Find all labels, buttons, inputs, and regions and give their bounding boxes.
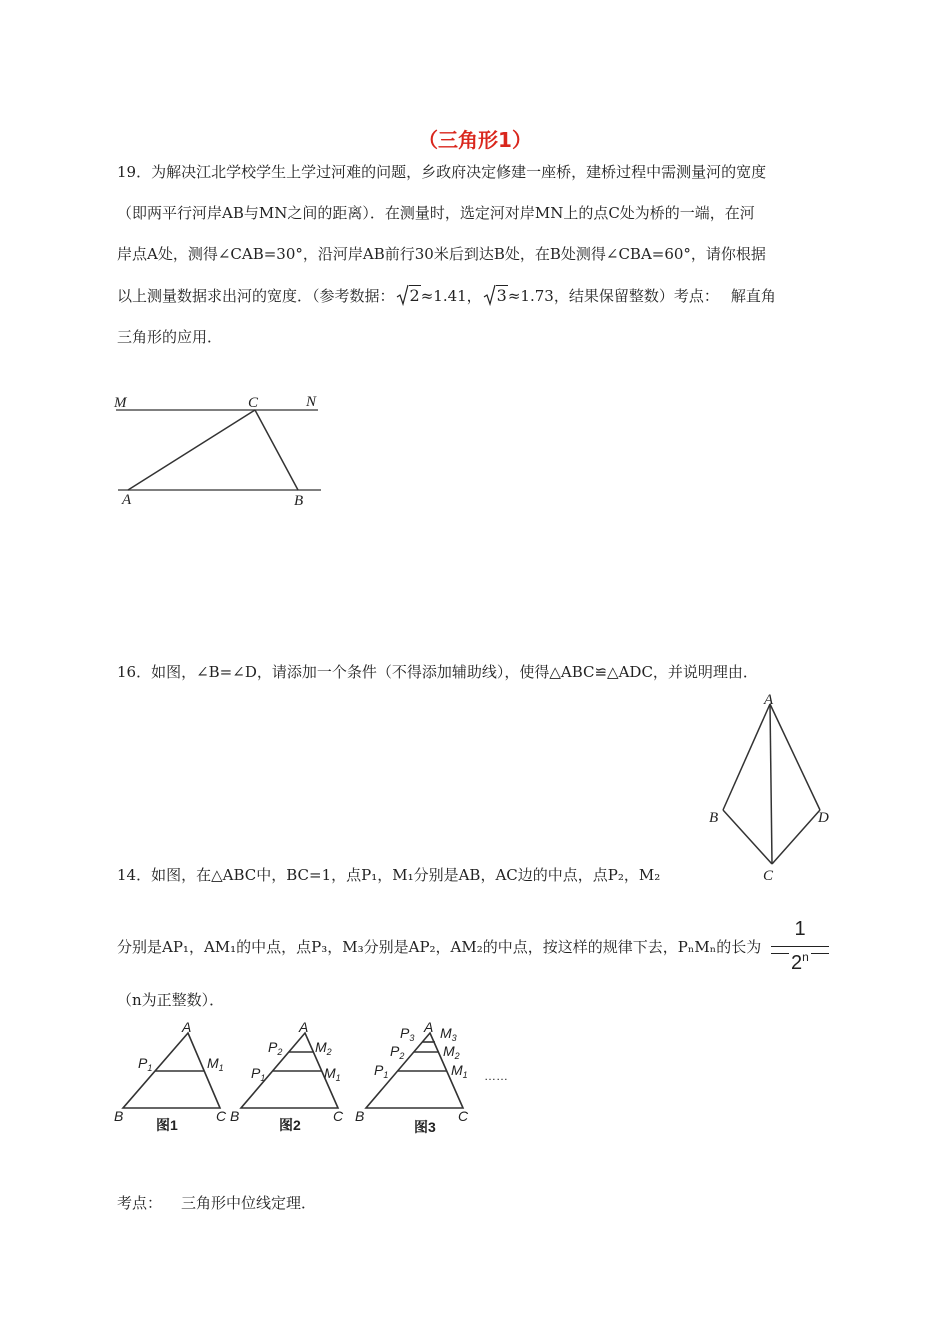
kaodian-label: 考点： [117, 1194, 163, 1212]
q19-kaodian-topic: 解直角 [730, 287, 776, 305]
kaodian-topic: 三角形中位线定理． [181, 1194, 317, 1212]
fig3-label-m3: $M_3$ [440, 1025, 457, 1043]
denominator-base: 2 [791, 952, 803, 974]
fig1-label-a: A [182, 1019, 192, 1035]
q19-line-2: （即两平行河岸AB与MN之间的距离）．在测量时，选定河对岸MN上的点C处为桥的一端，在河 [117, 204, 755, 222]
q19-line-5: 三角形的应用． [117, 328, 223, 346]
label-a: A [122, 492, 132, 508]
fraction-numerator: 1 [794, 918, 806, 940]
fig2-label-b: B [230, 1108, 240, 1124]
fig3-label-a: A [424, 1019, 434, 1035]
q19-line-4-start: 以上测量数据求出河的宽度．（参考数据： [117, 287, 395, 305]
segment-ac [770, 704, 772, 864]
fig3-label-b: B [355, 1108, 365, 1124]
radical-sign-icon [484, 285, 496, 305]
midline-figures [108, 1018, 528, 1138]
fig1-label-b: B [114, 1108, 124, 1124]
fig3-label-p2: $P_2$ [390, 1043, 405, 1061]
fig2-label-a: A [299, 1019, 309, 1035]
label-c: C [248, 395, 259, 411]
figure-3-caption: 图3 [414, 1119, 436, 1135]
fig1-label-m1: $M_1$ [207, 1055, 224, 1073]
fig1-label-p1: $P_1$ [138, 1055, 153, 1073]
q16-text: 16．如图，∠B=∠D，请添加一个条件（不得添加辅助线），使得△ABC≌△ADC，并说明理由． [117, 663, 758, 681]
q19-line-4 [117, 288, 776, 304]
q19-line-3: 岸点A处，测得∠CAB=30°，沿河岸AB前行30米后到达B处，在B处测得∠CBA=60°，请你根据 [117, 245, 766, 263]
label-d: D [818, 810, 829, 826]
sqrt-3 [484, 288, 508, 304]
fig3-label-c: C [458, 1108, 469, 1124]
approx-1: ≈1.41， [420, 287, 482, 305]
q14-line-2: 分别是AP₁，AM₁的中点，点P₃，M₃分别是AP₂，AM₂的中点，按这样的规律下去，PₙMₙ的长为 [117, 938, 762, 956]
fig2-label-p1: $P_1$ [251, 1065, 266, 1083]
segment-dc [772, 810, 820, 864]
kite-diagram [705, 692, 835, 882]
figure-2-caption: 图2 [279, 1117, 301, 1133]
segment-ac [128, 410, 255, 490]
fig2-label-m2: $M_2$ [315, 1039, 332, 1057]
fig3-label-m2: $M_2$ [443, 1043, 460, 1061]
label-b: B [709, 810, 719, 826]
q14-line-3: （n为正整数）． [117, 991, 225, 1009]
figure-2 [230, 1019, 344, 1133]
fraction-bar [771, 946, 829, 947]
sqrt-2-radicand: 2 [409, 286, 420, 305]
sqrt-3-radicand: 3 [496, 286, 507, 305]
figure-1 [114, 1019, 227, 1133]
q19-line-1: 19．为解决江北学校学生上学过河难的问题，乡政府决定修建一座桥，建桥过程中需测量河的宽度 [117, 163, 767, 181]
answer-underline-left [771, 953, 789, 954]
fig2-label-c: C [333, 1108, 344, 1124]
figures-ellipsis: …… [484, 1069, 508, 1083]
label-m: M [114, 395, 127, 411]
q14-line-1: 14．如图，在△ABC中，BC=1，点P₁，M₁分别是AB，AC边的中点，点P₂，M₂ [117, 866, 661, 884]
fig2-label-p2: $P_2$ [268, 1039, 283, 1057]
river-diagram [108, 388, 348, 518]
fraction-denominator [791, 950, 809, 975]
fig2-label-m1: $M_1$ [324, 1065, 341, 1083]
radical-sign-icon [397, 285, 409, 305]
sqrt-2 [397, 288, 421, 304]
fig3-label-p1: $P_1$ [374, 1062, 389, 1080]
approx-2: ≈1.73，结果保留整数）考点： [507, 287, 719, 305]
answer-underline-right [811, 953, 829, 954]
segment-ab [723, 704, 770, 810]
label-b: B [294, 493, 304, 509]
label-n: N [306, 394, 317, 410]
fig3-label-m1: $M_1$ [451, 1062, 468, 1080]
denominator-exponent: n [802, 950, 809, 964]
segment-bc [255, 410, 298, 490]
fig1-label-c: C [216, 1108, 227, 1124]
segment-ad [770, 704, 820, 810]
fig3-label-p3: $P_3$ [400, 1025, 415, 1043]
label-a: A [764, 692, 774, 708]
figure-3 [355, 1019, 469, 1135]
segment-bc [723, 810, 772, 864]
figure-1-caption: 图1 [156, 1117, 178, 1133]
page-title: （三角形1） [418, 128, 532, 152]
label-c: C [763, 868, 774, 884]
